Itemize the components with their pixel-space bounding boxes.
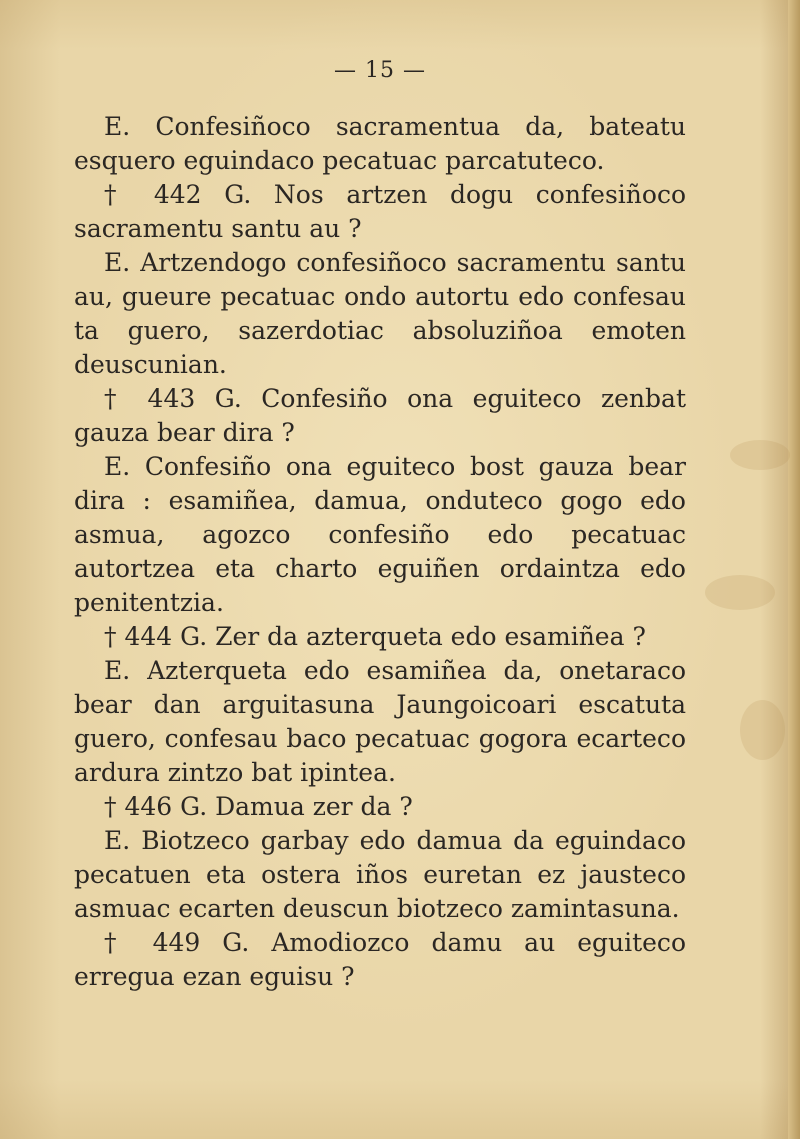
text-block xyxy=(74,110,686,994)
page-edge xyxy=(788,0,800,1139)
answer-paragraph: E. Biotzeco garbay edo damua da eguindaco pecatuen eta ostera iños euretan ez jausteco asmuac ecarten deuscun biotzeco zamintasuna. xyxy=(74,826,686,923)
question-paragraph: † 443 G. Confesiño ona eguiteco zenbat gauza bear dira ? xyxy=(74,384,686,447)
answer-paragraph: E. Artzendogo confesiñoco sacramentu santu au, gueure pecatuac ondo autortu edo confesau ta guero, sazerdotiac absoluziñoa emoten deuscunian. xyxy=(74,248,686,379)
question-paragraph: † 442 G. Nos artzen dogu confesiñoco sacramentu santu au ? xyxy=(74,180,686,243)
question-paragraph: † 444 G. Zer da azterqueta edo esamiñea ? xyxy=(104,622,646,651)
answer-paragraph: E. Azterqueta edo esamiñea da, onetaraco bear dan arguitasuna Jaungoicoari escatuta guero, confesau baco pecatuac gogora ecarteco ardura zintzo bat ipintea. xyxy=(74,656,686,787)
paper-stain xyxy=(740,700,785,760)
answer-paragraph: E. Confesiñoco sacramentua da, bateatu esquero eguindaco pecatuac parcatuteco. xyxy=(74,112,686,175)
paper-stain xyxy=(705,575,775,610)
paper-stain xyxy=(730,440,790,470)
question-paragraph: † 449 G. Amodiozco damu au eguiteco erregua ezan eguisu ? xyxy=(74,928,686,991)
question-paragraph: † 446 G. Damua zer da ? xyxy=(104,792,413,821)
answer-paragraph: E. Confesiño ona eguiteco bost gauza bear dira : esamiñea, damua, onduteco gogo edo asmua, agozco confesiño edo pecatuac autortzea eta charto eguiñen ordaintza edo penitentzia. xyxy=(74,452,686,617)
page-number: — 15 — xyxy=(334,58,426,83)
